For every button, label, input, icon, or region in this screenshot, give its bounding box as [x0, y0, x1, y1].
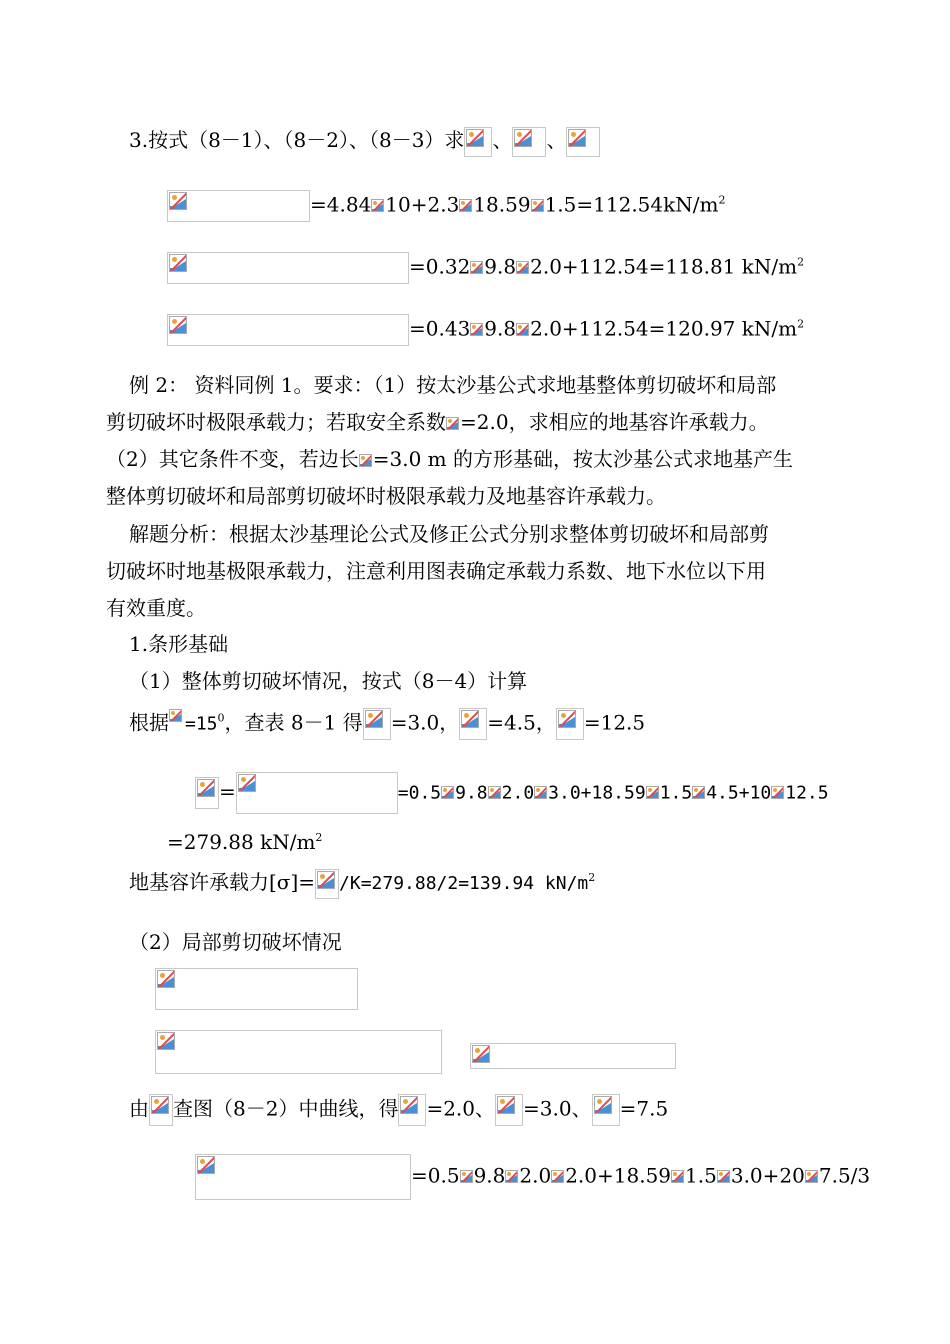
formula-request-line: 3.按式（8－1）、（8－2）、（8－3）求 、 、	[129, 126, 600, 157]
side-length-image-icon	[359, 454, 373, 468]
example-2-line-4: 整体剪切破坏和局部剪切破坏时极限承载力及地基容许承载力。	[106, 484, 666, 508]
analysis-line-1: 解题分析：根据太沙基理论公式及修正公式分别求整体剪切破坏和局部剪	[129, 522, 769, 546]
nq-image-icon	[459, 708, 487, 740]
equation-2: =0.32 9.8 2.0+112.54=118.81 $kN/m^2$	[167, 252, 804, 284]
equation-5: =0.5 9.8 2.0 2.0+18.59 1.5 3.0+20 7.5/3	[195, 1154, 870, 1200]
formula-image-icon	[470, 1043, 676, 1069]
analysis-line-3: 有效重度。	[106, 596, 206, 620]
formula-image-icon	[167, 314, 409, 346]
nc-image-icon	[556, 708, 584, 740]
local-shear-formula-3	[470, 1040, 676, 1069]
formula-image-icon	[167, 252, 409, 284]
multiply-image-icon	[516, 323, 530, 337]
multiply-image-icon	[488, 786, 502, 800]
example-2-line-2: 剪切破坏时极限承载力；若取安全系数 =2.0，求相应的地基容许承载力。	[106, 410, 769, 434]
nq-prime-image-icon	[495, 1094, 523, 1126]
example-2-line-1: 例 2： 资料同例 1。要求：（1）按太沙基公式求地基整体剪切破坏和局部	[129, 373, 777, 397]
pu-image-icon	[195, 777, 219, 809]
formula-image-icon	[236, 772, 398, 814]
basis-line: 根据 $=15^0$，查表 8－1 得 =3.0， =4.5， =12.5	[129, 708, 645, 740]
formula-image-icon	[155, 1030, 442, 1074]
nc-prime-image-icon	[592, 1094, 620, 1126]
multiply-image-icon	[460, 1170, 474, 1184]
multiply-image-icon	[646, 786, 660, 800]
analysis-line-2: 切破坏时地基极限承载力，注意利用图表确定承载力系数、地下水位以下用	[106, 559, 766, 583]
formula-image-icon	[566, 127, 600, 157]
multiply-image-icon	[371, 199, 385, 213]
equation-1: =4.84 10+2.3 18.59 $1.5=112.54kN/m^2$	[167, 190, 725, 222]
formula-image-icon	[512, 127, 546, 157]
phi-image-icon	[169, 709, 185, 739]
pu-image-icon	[315, 869, 339, 899]
equation-4-result: =279.88 $kN/m^2$	[167, 830, 323, 854]
multiply-image-icon	[441, 786, 455, 800]
multiply-image-icon	[459, 199, 473, 213]
local-shear-formula-2	[155, 1030, 442, 1074]
multiply-image-icon	[470, 323, 484, 337]
equation-3: =0.43 9.8 2.0+112.54=120.97 $kN/m^2$	[167, 314, 804, 346]
safety-factor-image-icon	[446, 417, 460, 431]
example-2-line-3: （2）其它条件不变，若边长 =3.0 m 的方形基础，按太沙基公式求地基产生	[106, 447, 793, 471]
multiply-image-icon	[505, 1170, 519, 1184]
nr-prime-image-icon	[398, 1094, 426, 1126]
phi-prime-image-icon	[149, 1094, 173, 1126]
multiply-image-icon	[671, 1170, 685, 1184]
local-shear-formula-1	[155, 968, 358, 1010]
multiply-image-icon	[771, 786, 785, 800]
section-strip-foundation: 1.条形基础	[129, 632, 229, 656]
formula-image-icon	[167, 190, 310, 222]
multiply-image-icon	[805, 1170, 819, 1184]
formula-image-icon	[195, 1154, 411, 1200]
multiply-image-icon	[551, 1170, 565, 1184]
section-local-shear: （2）局部剪切破坏情况	[129, 930, 342, 954]
equation-4: = =0.5 9.8 2.0 3.0+18.59 1.5 4.5+10 12.5	[195, 772, 829, 814]
multiply-image-icon	[717, 1170, 731, 1184]
multiply-image-icon	[531, 199, 545, 213]
formula-image-icon	[464, 127, 492, 157]
allowable-bearing-line: 地基容许承载力[σ]= /K=279.88/2=139.94 $kN/m^2$	[129, 868, 595, 899]
formula-image-icon	[155, 968, 358, 1010]
multiply-image-icon	[516, 261, 530, 275]
section-general-shear: （1）整体剪切破坏情况，按式（8－4）计算	[129, 669, 528, 693]
multiply-image-icon	[692, 786, 706, 800]
multiply-image-icon	[534, 786, 548, 800]
chart-lookup-line: 由 查图（8－2）中曲线，得 =2.0、 =3.0、 =7.5	[129, 1094, 668, 1126]
nr-image-icon	[363, 708, 391, 740]
multiply-image-icon	[470, 261, 484, 275]
